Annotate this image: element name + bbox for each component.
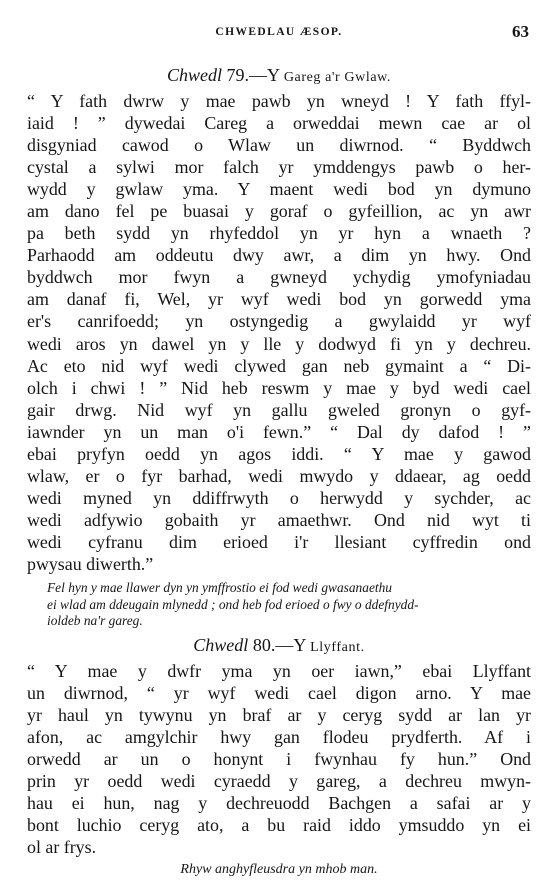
fable-79-label: Chwedl — [166, 65, 222, 85]
text-line: wydd y gwlaw yma. Y maent wedi bod yn dymuno — [27, 179, 531, 200]
fable-79-moral — [27, 580, 531, 630]
text-line: wedi myned yn ddiffrwyth o herwydd y sychder, ac — [27, 487, 531, 508]
fable-80-moral: Rhyw anghyfleusdra yn mhob man. — [180, 861, 378, 877]
text-line: un diwrnod, “ yr wyf wedi cael digon arno. Y mae — [27, 682, 531, 703]
text-line: orwedd ar un o honynt i fwynhau fy hun.” Ond — [27, 748, 531, 769]
fable-79-text — [27, 90, 531, 575]
text-line: Parhaodd am oddeutu dwy awr, a dim yn hwy. Ond — [27, 245, 531, 266]
text-line: “ Y mae y dwfr yma yn oer iawn,” ebai Llyffant — [27, 660, 531, 681]
fable-80-heading — [27, 634, 531, 659]
text-line: hau ei hun, nag y dechreuodd Bachgen a safai ar y — [27, 792, 531, 813]
fable-80-text — [27, 660, 531, 858]
text-line: Ac eto nid wyf wedi clywed gan neb gymaint a “ Di- — [27, 355, 531, 376]
text-line: am dano fel pe buasai y goraf o gyfeillion, ac yn awr — [27, 201, 531, 222]
fable-80-separator: —Y — [275, 634, 311, 655]
fable-80-label: Chwedl — [193, 634, 249, 655]
text-line: er's canrifoedd; yn ostyngedig a gwylaidd yr wyf — [27, 311, 531, 332]
text-line: wedi adfywio gobaith yr amaethwr. Ond nid wyt ti — [27, 509, 531, 530]
text-line: pwysau diwerth.” — [27, 553, 154, 574]
running-head — [27, 0, 531, 48]
fable-80-title: Llyffant. — [310, 639, 365, 655]
text-line: “ Y fath dwrw y mae pawb yn wneyd ! Y fath ffyl- — [27, 91, 531, 111]
text-line: wedi aros yn dawel yn y lle y dodwyd fi yn y dechreu. — [27, 333, 531, 354]
text-line: olch i chwi ! ” Nid heb reswm y mae y byd wedi cael — [27, 377, 531, 398]
text-line: ei wlad am ddeugain mlynedd ; ond heb fod erioed o fwy o ddefnydd- — [47, 596, 419, 612]
text-line: yr haul yn tywynu yn braf ar y ceryg sydd ar lan yr — [27, 704, 531, 725]
fable-79-number: 79. — [226, 65, 249, 85]
text-line: iawnder yn un man o'i fewn.” “ Dal dy dafod ! ” — [27, 421, 531, 442]
running-title: CHWEDLAU ÆSOP. — [215, 26, 343, 38]
text-line: cystal a sylwi mor falch yr ymddengys pawb o her- — [27, 157, 531, 178]
page-number: 63 — [512, 22, 529, 41]
text-line: ioldeb na'r gareg. — [47, 613, 143, 629]
text-line: ebai pryfyn oedd yn agos iddi. “ Y mae y gawod — [27, 443, 531, 464]
fable-79-heading — [27, 64, 531, 89]
text-line: bont luchio ceryg ato, a bu raid iddo ymsuddo yn ei — [27, 814, 531, 835]
text-line: disgyniad cawod o Wlaw un diwrnod. “ Byddwch — [27, 135, 531, 156]
text-line: wlaw, er o fyr barhad, wedi mwydo y ddaear, ag oedd — [27, 465, 531, 486]
fable-80-number: 80. — [252, 634, 276, 655]
text-line: am danaf fi, Wel, yr wyf wedi bod yn gorwedd yma — [27, 289, 531, 310]
text-line: wedi cyfranu dim erioed i'r llesiant cyffredin ond — [27, 531, 531, 552]
text-line: byddwch mor fwyn a gwneyd ychydig ymofyniadau — [27, 267, 531, 288]
text-line: Fel hyn y mae llawer dyn yn ymffrostio ei fod wedi gwasanaethu — [47, 580, 392, 596]
text-line: iaid ! ” dywedai Careg a orweddai mewn cae ar ol — [27, 113, 531, 134]
text-line: gair drwg. Nid wyf yn gallu gweled gronyn o gyf- — [27, 399, 531, 420]
fable-79-separator: —Y — [248, 65, 284, 85]
text-line: pa beth sydd yn rhyfeddol yn yr hyn a wnaeth ? — [27, 223, 531, 244]
text-line: ol ar frys. — [27, 836, 97, 857]
text-line: afon, ac amgylchir hwy gan flodeu prydferth. Af i — [27, 726, 531, 747]
fable-79-title: Gareg a'r Gwlaw. — [283, 70, 392, 85]
text-line: prin yr oedd wedi cyraedd y gareg, a dechreu mwyn- — [27, 770, 531, 791]
